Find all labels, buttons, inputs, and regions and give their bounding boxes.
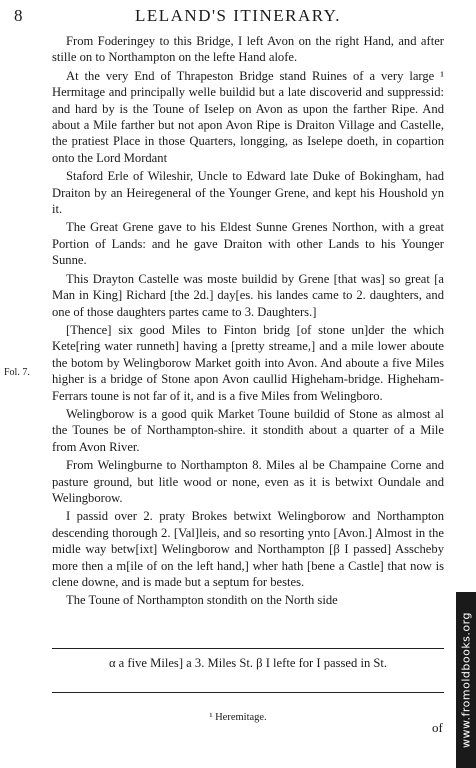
footnote-line: α a five Miles] a 3. Miles St. β I lefte for I passed in St. (108, 656, 388, 670)
paragraph: Welingborow is a good quik Market Toune buildid of Stone as almost al the Tounes be of Northampton-shire. it stondith about a quarter of a Mile from Avon River. (52, 406, 444, 454)
footnote-rule-top (52, 648, 444, 649)
footnote-heremitage: ¹ Heremitage. (209, 712, 267, 723)
watermark (456, 592, 476, 768)
running-title: LELAND'S ITINERARY. (135, 6, 341, 25)
paragraph: [Thence] six good Miles to Finton bridg [of stone un]der the which Kete[ring water runneth] having a [pretty streame,] and a mile lower aboute the botom by Welingborow Market goith into Avon. And aboute a five Miles higher is a bridge of Stone apon Avon caullid Higheham-bridge. Higheham-Ferrars toune is not far of it, and is a five Miles from Welingboro. (52, 322, 444, 403)
body-text (52, 33, 444, 611)
paragraph: I passid over 2. praty Brokes betwixt Welingborow and Northampton descending thorough 2. [Val]leis, and so resorting ynto [Avon.] Almost in the midle way betw[ixt] Welingborow and Northampton [β I passed] Asscheby more then a m[ile of on the left hand,] wher hath [bene a Castle] that now is clene downe, and is made but a septum for bestes. (52, 509, 444, 589)
paragraph: From Foderingey to this Bridge, I left Avon on the right Hand, and after stille on to Northampton on the lefte Hand alofe. (52, 34, 444, 65)
paragraph: At the very End of Thrapeston Bridge stand Ruines of a very large ¹ Hermitage and principally welle buildid but a late discoverid and suppressid: and hard by is the Toune of Iselep on Avon as upon the farther Ripe. And about a Mile farther but not apon Avon Ripe is Draiton Village and Castelle, the pratiest Place in those Quarters, longging, as Iselepe doeth, in copartion onto the Lord Mordant (52, 68, 444, 165)
watermark-text: www.fromoldbooks.org (459, 612, 473, 748)
paragraph: The Great Grene gave to his Eldest Sunne Grenes Northon, with a great Portion of Lands: and he gave Draiton with other Lands to his Younger Sunne. (52, 220, 444, 268)
paragraph: From Welingburne to Northampton 8. Miles al be Champaine Corne and pasture ground, but litle wood or none, even as it is betwixt Oundale and Welingborow. (52, 458, 444, 505)
paragraph: This Drayton Castelle was moste buildid by Grene [that was] so great [a Man in King] Richard [the 2d.] day[es. his landes came to 2. daughters, and one of those daughters partes came to 3. Daughters.] (52, 271, 444, 319)
footnote-rule-bottom (52, 692, 444, 693)
catchword: of (432, 720, 443, 735)
page-number: 8 (14, 6, 23, 25)
paragraph: Staford Erle of Wileshir, Uncle to Edward late Duke of Bokingham, had Draiton by an Heiregeneral of the Younger Grene, and kept his Houshold yn it. (52, 169, 444, 217)
margin-note: Fol. 7. (4, 367, 30, 378)
paragraph: The Toune of Northampton stondith on the North side (66, 593, 338, 608)
